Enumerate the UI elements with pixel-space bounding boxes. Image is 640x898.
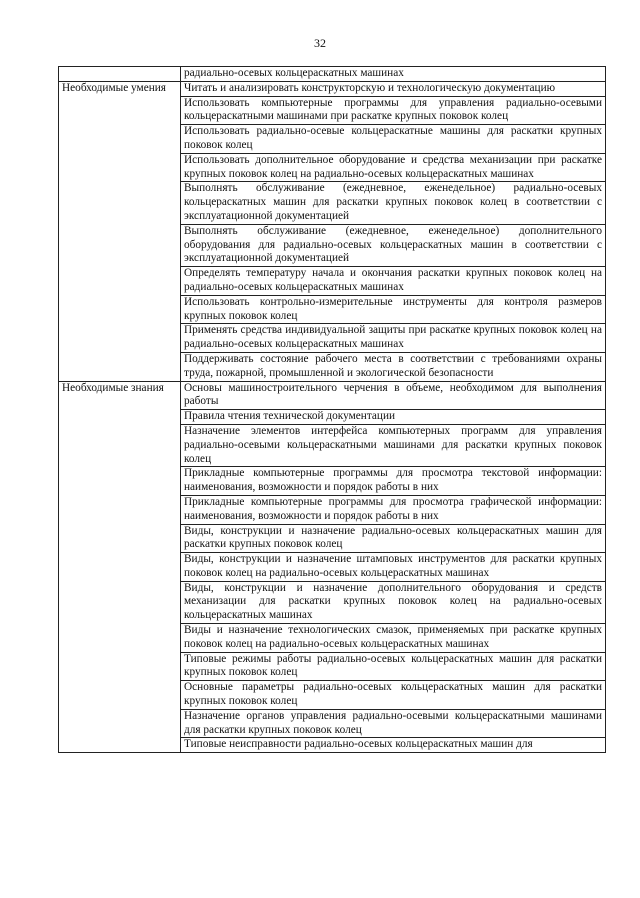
page-number: 32: [314, 36, 326, 50]
requirements-table: [58, 66, 606, 753]
requirement-item: Прикладные компьютерные программы для просмотра графической информации: наименования, возможности и порядок работы в них: [181, 495, 606, 524]
requirement-item: Прикладные компьютерные программы для просмотра текстовой информации: наименования, возможности и порядок работы в них: [181, 467, 606, 496]
requirement-item: Применять средства индивидуальной защиты при раскатке крупных поковок колец на радиально-осевых кольцераскатных машинах: [181, 324, 606, 353]
requirement-item: Назначение органов управления радиально-осевыми кольцераскатными машинами для раскатки крупных поковок колец: [181, 709, 606, 738]
requirement-item: Виды и назначение технологических смазок, применяемых при раскатке крупных поковок колец на радиально-осевых кольцераскатных машинах: [181, 624, 606, 653]
section-label: Необходимые знания: [62, 381, 164, 394]
row-label-cell: [59, 67, 181, 82]
section-label: Необходимые умения: [62, 81, 166, 94]
requirement-item: Использовать контрольно-измерительные инструменты для контроля размеров крупных поковок колец: [181, 295, 606, 324]
requirement-item: Поддерживать состояние рабочего места в соответствии с требованиями охраны труда, пожарной, промышленной и экологической безопасности: [181, 352, 606, 381]
table-row: [59, 67, 606, 82]
requirement-item: Виды, конструкции и назначение радиально-осевых кольцераскатных машин для раскатки крупных поковок колец: [181, 524, 606, 553]
section-label-cell: [59, 381, 181, 753]
requirement-item: Использовать дополнительное оборудование и средства механизации при раскатке крупных поковок колец на радиально-осевых кольцераскатных машинах: [181, 153, 606, 182]
section-label-cell: [59, 81, 181, 381]
continuation-cell: радиально-осевых кольцераскатных машинах: [181, 67, 606, 82]
table-row: [59, 81, 606, 96]
requirement-item: Основы машиностроительного черчения в объеме, необходимом для выполнения работы: [181, 381, 606, 410]
requirement-item: Назначение элементов интерфейса компьютерных программ для управления радиально-осевыми кольцераскатными машинами для раскатки крупных поковок колец: [181, 424, 606, 466]
requirement-item: Типовые режимы работы радиально-осевых кольцераскатных машин для раскатки крупных поковок колец: [181, 652, 606, 681]
requirement-item: Виды, конструкции и назначение дополнительного оборудования и средств механизации для раскатки крупных поковок колец на радиально-осевых кольцераскатных машинах: [181, 581, 606, 623]
requirement-item: Определять температуру начала и окончания раскатки крупных поковок колец на радиально-осевых кольцераскатных машинах: [181, 267, 606, 296]
requirement-item: Использовать радиально-осевые кольцераскатные машины для раскатки крупных поковок колец: [181, 125, 606, 154]
requirement-item: Использовать компьютерные программы для управления радиально-осевыми кольцераскатными машинами при раскатке крупных поковок колец: [181, 96, 606, 125]
requirement-item: Виды, конструкции и назначение штамповых инструментов для раскатки крупных поковок колец на радиально-осевых кольцераскатных машинах: [181, 553, 606, 582]
requirement-item: Основные параметры радиально-осевых кольцераскатных машин для раскатки крупных поковок колец: [181, 681, 606, 710]
requirement-item: Читать и анализировать конструкторскую и технологическую документацию: [181, 81, 606, 96]
requirement-item: Типовые неисправности радиально-осевых кольцераскатных машин для: [181, 738, 606, 753]
table-row: [59, 381, 606, 410]
requirement-item: Правила чтения технической документации: [181, 410, 606, 425]
requirement-item: Выполнять обслуживание (ежедневное, еженедельное) радиально-осевых кольцераскатных машин для раскатки крупных поковок колец в соответствии с эксплуатационной документацией: [181, 182, 606, 224]
requirement-item: Выполнять обслуживание (ежедневное, еженедельное) дополнительного оборудования для радиально-осевых кольцераскатных машин в соответствии с эксплуатационной документацией: [181, 224, 606, 266]
requirements-table-body: [59, 67, 606, 753]
